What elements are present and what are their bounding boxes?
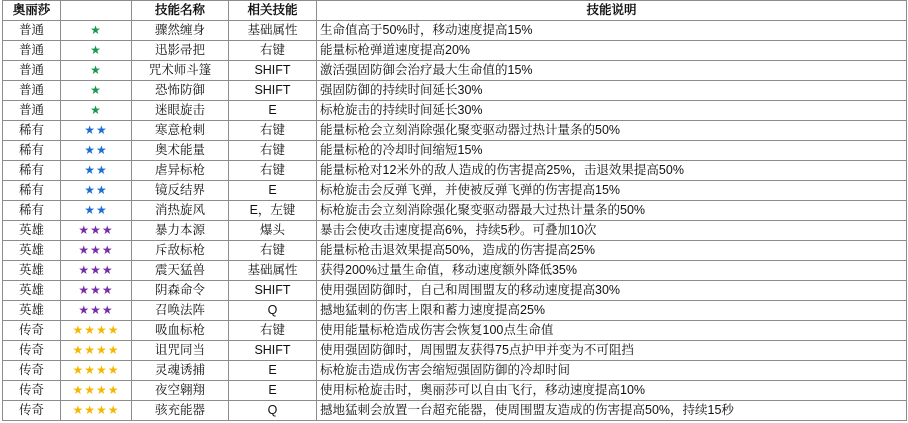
description-cell: 标枪旋击造成伤害会缩短强固防御的冷却时间 — [317, 361, 907, 381]
skill-name-cell: 召唤法阵 — [132, 301, 229, 321]
table-row — [3, 241, 907, 261]
related-skill-cell: 右键 — [229, 321, 317, 341]
skill-name-cell: 夜空翱翔 — [132, 381, 229, 401]
related-skill-cell: 右键 — [229, 141, 317, 161]
skill-name-cell: 阴森命令 — [132, 281, 229, 301]
star-icon: ★★★★ — [61, 401, 132, 421]
rarity-cell: 稀有 — [3, 201, 61, 221]
table-row — [3, 41, 907, 61]
related-skill-cell: 爆头 — [229, 221, 317, 241]
star-icon: ★★ — [61, 181, 132, 201]
rarity-cell: 普通 — [3, 21, 61, 41]
description-cell: 暴击会使攻击速度提高6%，持续5秒。可叠加10次 — [317, 221, 907, 241]
description-cell: 能量标枪弹道速度提高20% — [317, 41, 907, 61]
table-row — [3, 381, 907, 401]
star-icon: ★★ — [61, 121, 132, 141]
rarity-cell: 英雄 — [3, 261, 61, 281]
skill-name-cell: 吸血标枪 — [132, 321, 229, 341]
description-cell: 激活强固防御会治疗最大生命值的15% — [317, 61, 907, 81]
star-icon: ★★★★ — [61, 381, 132, 401]
related-skill-cell: 右键 — [229, 121, 317, 141]
star-icon: ★★★ — [61, 261, 132, 281]
table-row — [3, 401, 907, 421]
description-cell: 标枪旋击会反弹飞弹，并使被反弹飞弹的伤害提高15% — [317, 181, 907, 201]
rarity-cell: 英雄 — [3, 281, 61, 301]
rarity-cell: 英雄 — [3, 241, 61, 261]
related-skill-cell: E — [229, 181, 317, 201]
table-row — [3, 21, 907, 41]
rarity-cell: 普通 — [3, 101, 61, 121]
description-cell: 使用强固防御时，自己和周围盟友的移动速度提高30% — [317, 281, 907, 301]
table-row — [3, 101, 907, 121]
table-row — [3, 141, 907, 161]
rarity-cell: 稀有 — [3, 121, 61, 141]
skill-name-cell: 暴力本源 — [132, 221, 229, 241]
description-cell: 能量标枪击退效果提高50%，造成的伤害提高25% — [317, 241, 907, 261]
related-skill-cell: 右键 — [229, 161, 317, 181]
star-icon: ★★★ — [61, 241, 132, 261]
skill-name-cell: 灵魂诱捕 — [132, 361, 229, 381]
rarity-cell: 英雄 — [3, 221, 61, 241]
rarity-cell: 普通 — [3, 41, 61, 61]
related-skill-cell: Q — [229, 401, 317, 421]
header-related-skill: 相关技能 — [229, 1, 317, 21]
rarity-cell: 传奇 — [3, 341, 61, 361]
skill-name-cell: 镜反结界 — [132, 181, 229, 201]
skill-name-cell: 骇充能器 — [132, 401, 229, 421]
description-cell: 标枪旋击会立刻消除强化聚变驱动器最大过热计量条的50% — [317, 201, 907, 221]
rarity-cell: 稀有 — [3, 181, 61, 201]
description-cell: 能量标枪会立刻消除强化聚变驱动器过热计量条的50% — [317, 121, 907, 141]
skill-name-cell: 消热旋风 — [132, 201, 229, 221]
skills-table-body — [3, 21, 907, 421]
header-stars — [61, 1, 132, 21]
related-skill-cell: SHIFT — [229, 61, 317, 81]
table-row — [3, 321, 907, 341]
skill-name-cell: 奥术能量 — [132, 141, 229, 161]
rarity-cell: 英雄 — [3, 301, 61, 321]
table-row — [3, 261, 907, 281]
description-cell: 强固防御的持续时间延长30% — [317, 81, 907, 101]
related-skill-cell: Q — [229, 301, 317, 321]
rarity-cell: 传奇 — [3, 381, 61, 401]
skill-name-cell: 震天猛兽 — [132, 261, 229, 281]
skill-name-cell: 骤然缠身 — [132, 21, 229, 41]
skill-name-cell: 恐怖防御 — [132, 81, 229, 101]
rarity-cell: 传奇 — [3, 361, 61, 381]
table-row — [3, 341, 907, 361]
star-icon: ★★★★ — [61, 361, 132, 381]
star-icon: ★ — [61, 61, 132, 81]
star-icon: ★★★ — [61, 221, 132, 241]
rarity-cell: 传奇 — [3, 321, 61, 341]
star-icon: ★★ — [61, 141, 132, 161]
skill-name-cell: 咒术师斗篷 — [132, 61, 229, 81]
rarity-cell: 普通 — [3, 61, 61, 81]
header-skill-name: 技能名称 — [132, 1, 229, 21]
related-skill-cell: 基础属性 — [229, 261, 317, 281]
table-row — [3, 61, 907, 81]
related-skill-cell: SHIFT — [229, 281, 317, 301]
related-skill-cell: E — [229, 361, 317, 381]
description-cell: 能量标枪对12米外的敌人造成的伤害提高25%，击退效果提高50% — [317, 161, 907, 181]
rarity-cell: 稀有 — [3, 161, 61, 181]
star-icon: ★ — [61, 101, 132, 121]
skill-name-cell: 迅影帚把 — [132, 41, 229, 61]
star-icon: ★★★★ — [61, 341, 132, 361]
star-icon: ★★★ — [61, 301, 132, 321]
related-skill-cell: SHIFT — [229, 81, 317, 101]
header-description: 技能说明 — [317, 1, 907, 21]
related-skill-cell: SHIFT — [229, 341, 317, 361]
table-row — [3, 181, 907, 201]
related-skill-cell: 右键 — [229, 241, 317, 261]
table-row — [3, 361, 907, 381]
skill-name-cell: 迷眼旋击 — [132, 101, 229, 121]
related-skill-cell: E，左键 — [229, 201, 317, 221]
description-cell: 使用强固防御时，周围盟友获得75点护甲并变为不可阻挡 — [317, 341, 907, 361]
rarity-cell: 稀有 — [3, 141, 61, 161]
description-cell: 生命值高于50%时，移动速度提高15% — [317, 21, 907, 41]
star-icon: ★★★ — [61, 281, 132, 301]
star-icon: ★★★★ — [61, 321, 132, 341]
description-cell: 标枪旋击的持续时间延长30% — [317, 101, 907, 121]
table-row — [3, 81, 907, 101]
related-skill-cell: 右键 — [229, 41, 317, 61]
skill-name-cell: 诅咒同当 — [132, 341, 229, 361]
related-skill-cell: 基础属性 — [229, 21, 317, 41]
star-icon: ★★ — [61, 161, 132, 181]
skill-name-cell: 虐异标枪 — [132, 161, 229, 181]
header-rarity: 奥丽莎 — [3, 1, 61, 21]
table-row — [3, 121, 907, 141]
table-row — [3, 201, 907, 221]
rarity-cell: 传奇 — [3, 401, 61, 421]
skill-name-cell: 寒意枪刺 — [132, 121, 229, 141]
star-icon: ★ — [61, 41, 132, 61]
skills-table — [2, 0, 907, 421]
star-icon: ★ — [61, 81, 132, 101]
star-icon: ★ — [61, 21, 132, 41]
related-skill-cell: E — [229, 381, 317, 401]
description-cell: 撼地猛刺会放置一台超充能器，使周围盟友造成的伤害提高50%，持续15秒 — [317, 401, 907, 421]
description-cell: 使用能量标枪造成伤害会恢复100点生命值 — [317, 321, 907, 341]
description-cell: 使用标枪旋击时，奥丽莎可以自由飞行，移动速度提高10% — [317, 381, 907, 401]
table-row — [3, 301, 907, 321]
rarity-cell: 普通 — [3, 81, 61, 101]
table-row — [3, 221, 907, 241]
description-cell: 撼地猛刺的伤害上限和蓄力速度提高25% — [317, 301, 907, 321]
description-cell: 获得200%过量生命值，移动速度额外降低35% — [317, 261, 907, 281]
table-row — [3, 281, 907, 301]
related-skill-cell: E — [229, 101, 317, 121]
skill-name-cell: 斥敌标枪 — [132, 241, 229, 261]
star-icon: ★★ — [61, 201, 132, 221]
description-cell: 能量标枪的冷却时间缩短15% — [317, 141, 907, 161]
header-row — [3, 1, 907, 21]
table-row — [3, 161, 907, 181]
